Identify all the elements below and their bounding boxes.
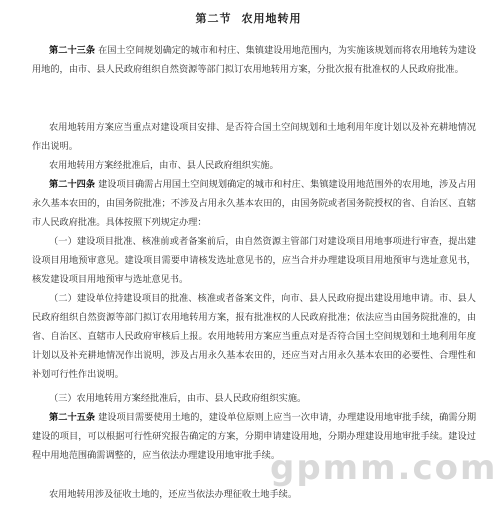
- article-25-para-1: [32, 408, 476, 465]
- article-23-text: 在国土空间规划确定的城市和村庄、集镇建设用地范围内，为实施该规划而将农用地转为建设用地的，由市、县人民政府组织自然资源等部门拟订农用地转用方案，分批次报有批准权的人民政府批准。: [32, 45, 477, 75]
- article-23-para-2: [32, 118, 476, 156]
- article-23-text-2: 农用地转用方案应当重点对建设项目安排、是否符合国土空间规划和土地利用年度计划以及补充耕地情况作出说明。: [32, 122, 476, 152]
- article-24-item-3: [32, 389, 476, 408]
- watermark: gpmm.com: [270, 448, 497, 488]
- article-24-para-1: [32, 175, 476, 232]
- article-24-item-2-text: （二）建设单位持建设项目的批准、核准或者备案文件，向市、县人民政府提出建设用地申请。市、县人民政府组织自然资源等部门拟订农用地转用方案，报有批准权的人民政府批准；依法应当由国务院批准的，由省、自治区、直辖市人民政府审核后上报。农用地转用方案应当重点对是否符合国土空间规划和土地利用年度计划以及补充耕地情况作出说明，涉及占用永久基本农田的，还应当对占用永久基本农田的必要性、合理性和补划可行性作出说明。: [32, 293, 476, 380]
- article-24-item-1: [32, 232, 476, 289]
- section-name: 农用地转用: [241, 12, 302, 25]
- article-24-item-3-text: （三）农用地转用方案经批准后，由市、县人民政府组织实施。: [49, 393, 307, 404]
- article-24-text: 建设项目确需占用国土空间规划确定的城市和村庄、集镇建设用地范围外的农用地，涉及占用永久基本农田的，由国务院批准；不涉及占用永久基本农田的，由国务院或者国务院授权的省、自治区、直辖市人民政府批准。具体按照下列规定办理：: [32, 179, 477, 228]
- article-24-lead: 第二十四条: [49, 179, 96, 190]
- article-24-item-1-text: （一）建设项目批准、核准前或者备案前后，由自然资源主管部门对建设项目用地事项进行审查，提出建设项目用地预审意见。建设项目需要申请核发选址意见书的，应当合并办理建设项目用地预审与选址意见书，核发建设项目用地预审与选址意见书。: [32, 236, 476, 285]
- section-title: [0, 10, 497, 26]
- article-23-para-3: [32, 156, 476, 175]
- article-23-para-1: [32, 41, 476, 79]
- article-25-para-2: [32, 485, 476, 504]
- article-24-item-2: [32, 289, 476, 384]
- article-25-text-2: 农用地转用涉及征收土地的，还应当依法办理征收土地手续。: [49, 489, 298, 500]
- section-label: 第二节: [195, 12, 232, 25]
- article-23-text-3: 农用地转用方案经批准后，由市、县人民政府组织实施。: [49, 160, 279, 171]
- article-23-lead: 第二十三条: [49, 45, 96, 56]
- article-25-text: 建设项目需要使用土地的，建设单位原则上应当一次申请，办理建设用地审批手续，确需分期建设的项目，可以根据可行性研究报告确定的方案，分期申请建设用地，分期办理建设用地审批手续。建设过程中用地范围确需调整的，应当依法办理建设用地审批手续。: [32, 412, 477, 461]
- article-25-lead: 第二十五条: [49, 412, 96, 423]
